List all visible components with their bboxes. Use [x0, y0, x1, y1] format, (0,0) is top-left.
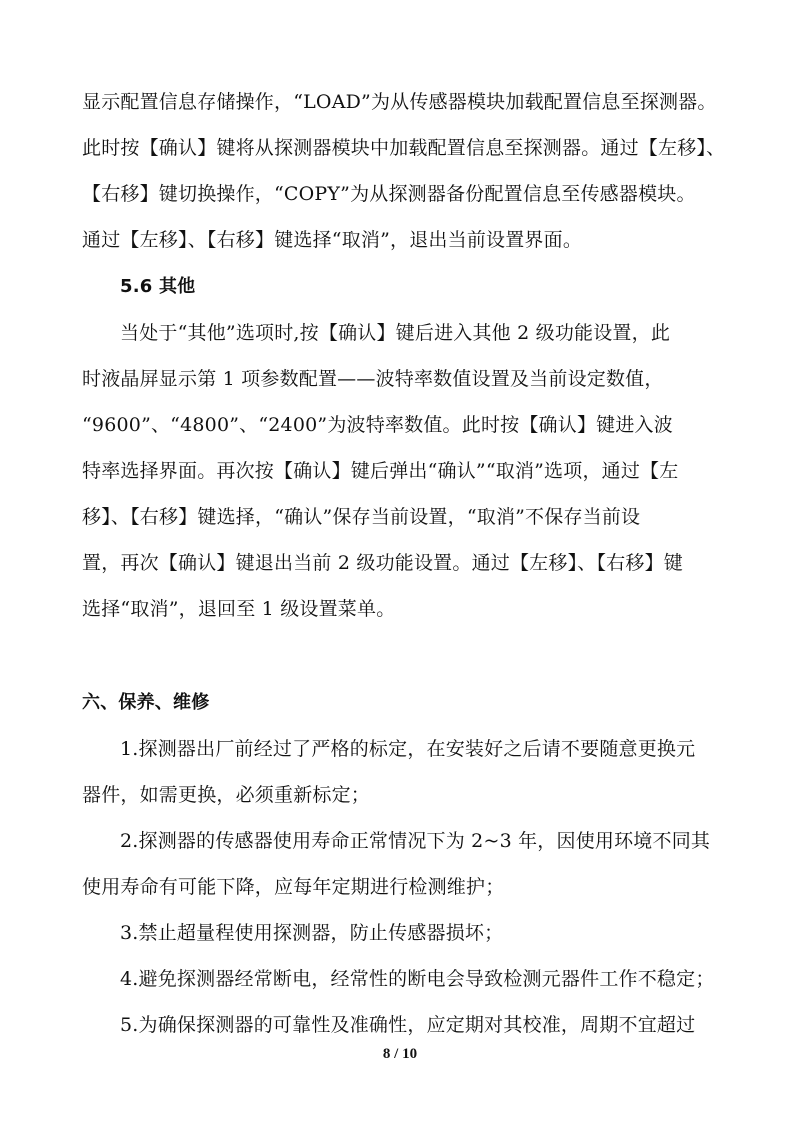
- list-item: 1.探测器出厂前经过了严格的标定，在安装好之后请不要随意更换元: [120, 738, 696, 760]
- paragraph-line: 此时按【确认】键将从探测器模块中加载配置信息至探测器。通过【左移】、: [82, 137, 726, 159]
- paragraph-line: 时液晶屏显示第 1 项参数配置——波特率数值设置及当前设定数值，: [82, 368, 664, 390]
- paragraph-line: 置，再次【确认】键退出当前 2 级功能设置。通过【左移】、【右移】键: [82, 552, 683, 574]
- paragraph-line: “9600”、“4800”、“2400”为波特率数值。此时按【确认】键进入波: [82, 414, 673, 436]
- section-heading-5-6: 5.6 其他: [120, 276, 196, 297]
- list-item: 4.避免探测器经常断电，经常性的断电会导致检测元器件工作不稳定；: [120, 968, 715, 990]
- list-item: 2.探测器的传感器使用寿命正常情况下为 2~3 年，因使用环境不同其: [120, 830, 711, 852]
- page-number: 8 / 10: [382, 1046, 418, 1062]
- paragraph-line: 通过【左移】、【右移】键选择“取消”，退出当前设置界面。: [82, 229, 583, 251]
- section-heading-6: 六、保养、维修: [82, 692, 210, 713]
- paragraph-line: 器件，如需更换，必须重新标定；: [82, 784, 371, 806]
- paragraph-line: 当处于“其他”选项时,按【确认】键后进入其他 2 级功能设置，此: [120, 322, 671, 344]
- list-item: 5.为确保探测器的可靠性及准确性，应定期对其校准，周期不宜超过: [120, 1014, 696, 1036]
- paragraph-line: 特率选择界面。再次按【确认】键后弹出“确认”“取消”选项，通过【左: [82, 460, 679, 482]
- paragraph-line: 显示配置信息存储操作，“LOAD”为从传感器模块加载配置信息至探测器。: [82, 91, 717, 113]
- list-item: 3.禁止超量程使用探测器，防止传感器损坏；: [120, 922, 504, 944]
- paragraph-line: 移】、【右移】键选择，“确认”保存当前设置，“取消”不保存当前设: [82, 506, 641, 528]
- paragraph-line: 【右移】键切换操作，“COPY”为从探测器备份配置信息至传感器模块。: [82, 183, 696, 205]
- paragraph-line: 使用寿命有可能下降，应每年定期进行检测维护；: [82, 876, 505, 898]
- paragraph-line: 选择“取消”，退回至 1 级设置菜单。: [82, 598, 396, 620]
